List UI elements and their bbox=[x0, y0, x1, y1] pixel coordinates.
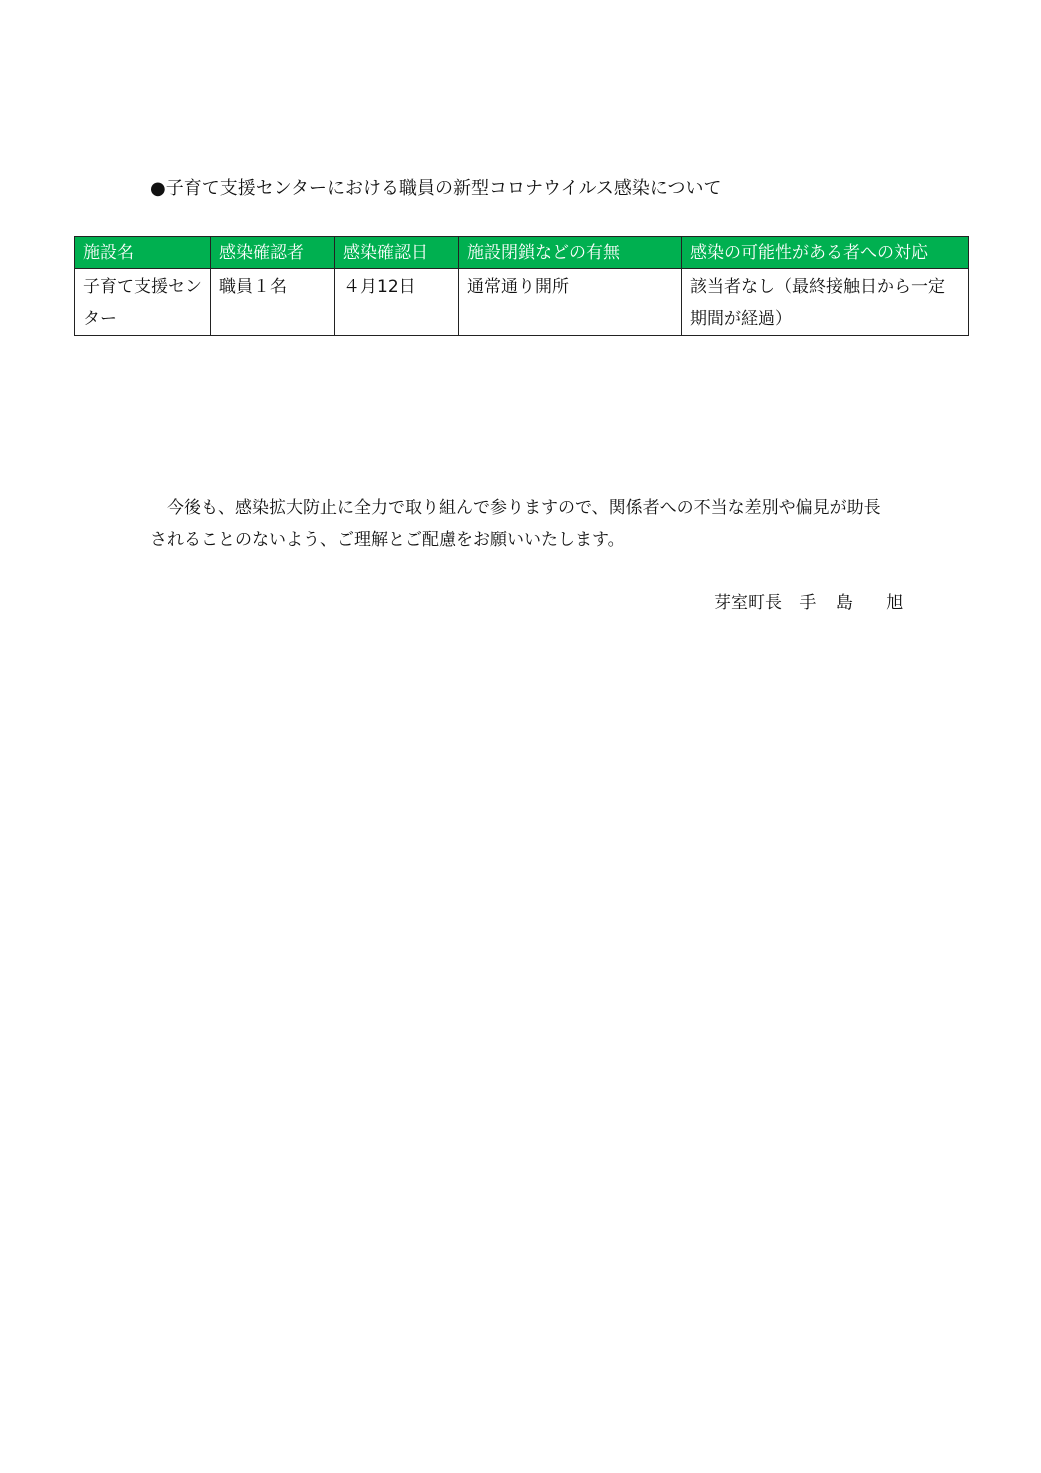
cell-confirmed-person: 職員１名 bbox=[211, 269, 335, 336]
signature-name-char: 島 bbox=[835, 593, 853, 613]
cell-contact-response: 該当者なし（最終接触日から一定期間が経過） bbox=[682, 269, 969, 336]
signature-name-char: 旭 bbox=[886, 593, 904, 613]
cell-closure-status: 通常通り開所 bbox=[459, 269, 682, 336]
signature bbox=[714, 590, 903, 616]
table-header-row bbox=[75, 237, 969, 269]
header-contact-response: 感染の可能性がある者への対応 bbox=[682, 237, 969, 269]
signature-name-char: 手 bbox=[799, 593, 817, 613]
cell-confirmed-date: ４月12日 bbox=[335, 269, 459, 336]
page-heading: ●子育て支援センターにおける職員の新型コロナウイルス感染について bbox=[150, 178, 722, 199]
signature-title: 芽室町長 bbox=[714, 593, 782, 613]
header-confirmed-date: 感染確認日 bbox=[335, 237, 459, 269]
infection-info-table bbox=[74, 236, 969, 336]
table-row bbox=[75, 269, 969, 336]
body-paragraph-block bbox=[150, 492, 895, 556]
header-confirmed-person: 感染確認者 bbox=[211, 237, 335, 269]
cell-facility-name: 子育て支援センター bbox=[75, 269, 211, 336]
body-paragraph: 今後も、感染拡大防止に全力で取り組んで参りますので、関係者への不当な差別や偏見が助長されることのないよう、ご理解とご配慮をお願いいたします。 bbox=[150, 498, 881, 550]
header-closure-status: 施設閉鎖などの有無 bbox=[459, 237, 682, 269]
header-facility-name: 施設名 bbox=[75, 237, 211, 269]
